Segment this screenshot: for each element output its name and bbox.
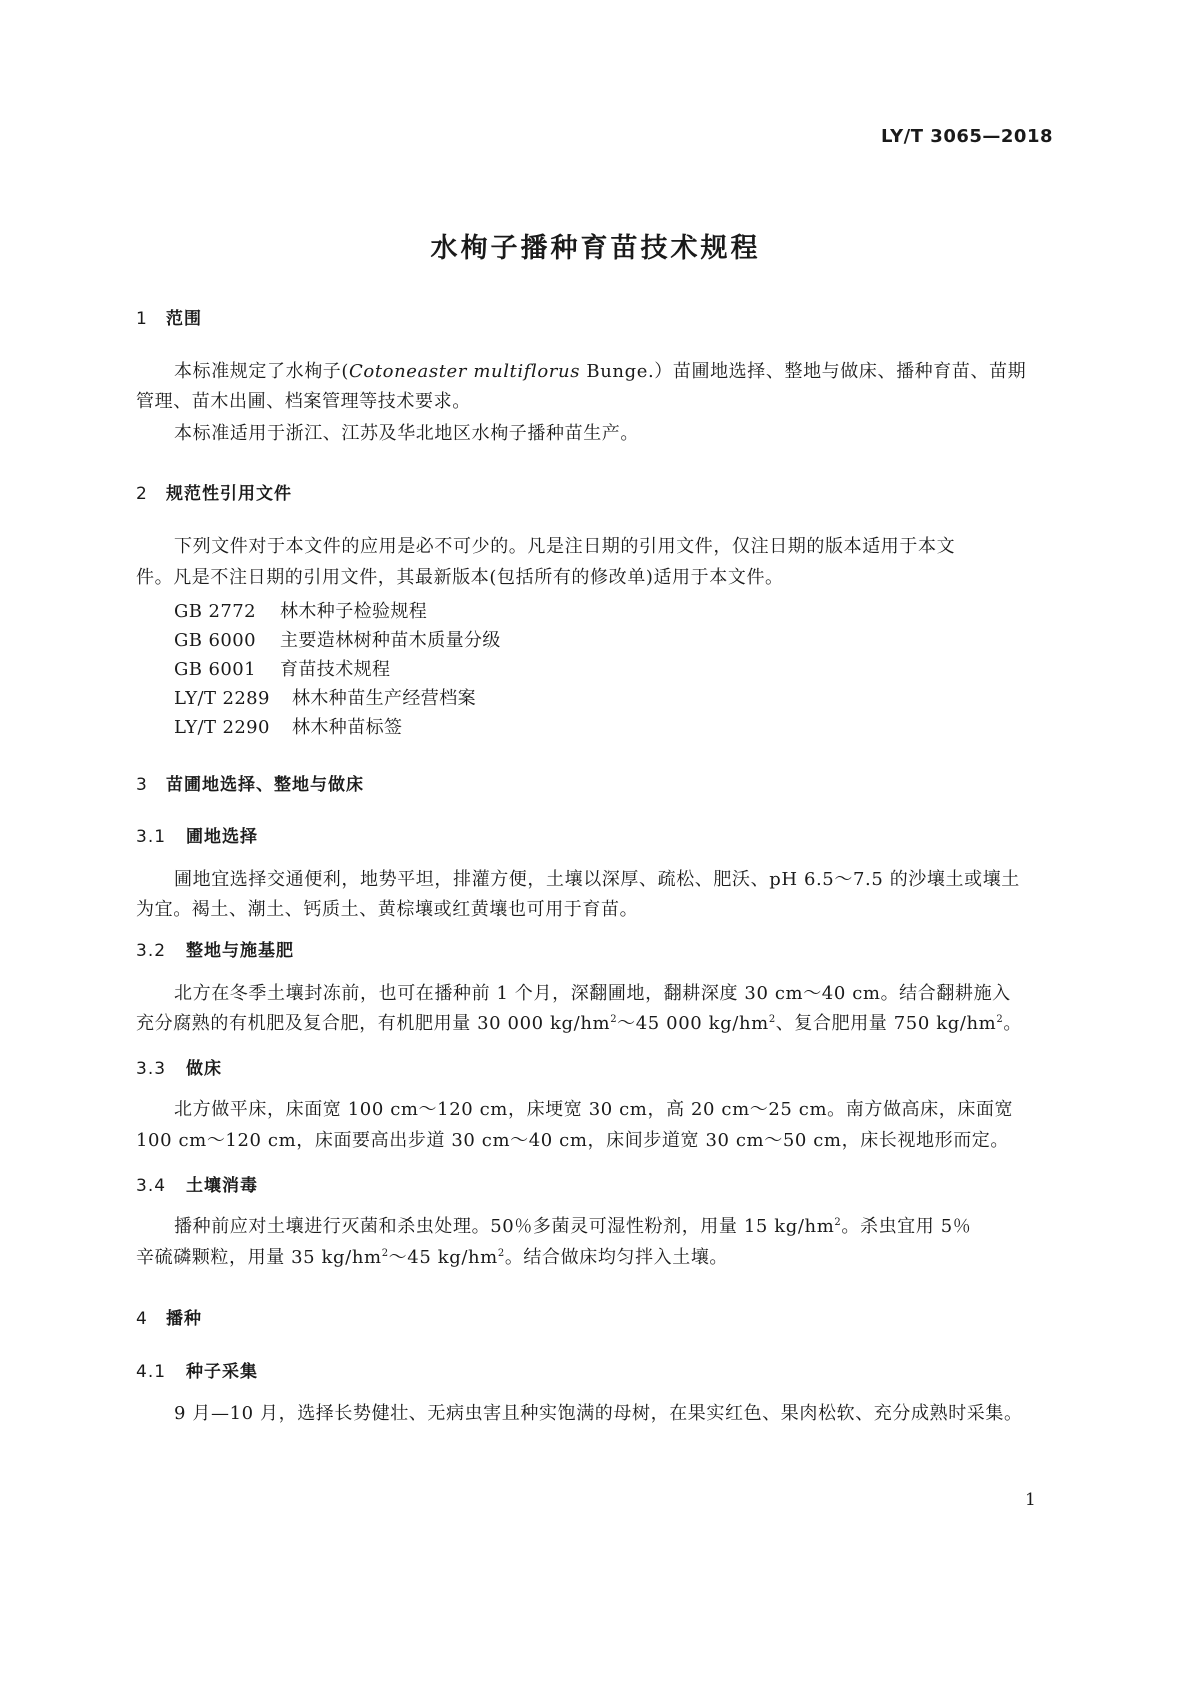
subsection-title: 土壤消毒 <box>186 1176 258 1196</box>
section-3-3-paragraph-line-2: 100 cm～120 cm，床面要高出步道 30 cm～40 cm，床间步道宽 30 cm～50 cm，床长视地形而定。 <box>136 1130 1009 1151</box>
subsection-title: 种子采集 <box>186 1362 258 1382</box>
section-3-1-paragraph-line-2: 为宜。褐土、潮土、钙质土、黄棕壤或红黄壤也可用于育苗。 <box>136 899 639 920</box>
section-2-heading <box>136 479 292 504</box>
latin-name: Cotoneaster multiflorus <box>349 361 581 382</box>
section-3-4-paragraph-line-1: 播种前应对土壤进行灭菌和杀虫处理。50％多菌灵可湿性粉剂，用量 15 $kg/hm^2$。杀虫宜用 5％ <box>174 1216 972 1237</box>
reference-title: 林木种苗生产经营档案 <box>292 688 476 709</box>
section-1-paragraph-2: 本标准适用于浙江、江苏及华北地区水栒子播种苗生产。 <box>174 423 639 444</box>
reference-item <box>174 597 427 623</box>
subsection-number: 3.2 <box>136 941 167 961</box>
section-number: 3 <box>136 775 148 795</box>
section-title: 规范性引用文件 <box>166 484 292 504</box>
reference-item <box>174 684 476 710</box>
section-1-paragraph-1-line-2: 管理、苗木出圃、档案管理等技术要求。 <box>136 391 471 412</box>
section-3-3-paragraph-line-1: 北方做平床，床面宽 100 cm～120 cm，床埂宽 30 cm，高 20 cm～25 cm。南方做高床，床面宽 <box>174 1099 1014 1120</box>
subsection-number: 4.1 <box>136 1362 167 1382</box>
reference-title: 林木种子检验规程 <box>280 601 428 622</box>
subsection-title: 圃地选择 <box>186 827 258 847</box>
section-number: 2 <box>136 484 148 504</box>
reference-title: 林木种苗标签 <box>292 717 403 738</box>
subsection-number: 3.4 <box>136 1176 167 1196</box>
reference-code: GB 2772 <box>174 601 256 622</box>
reference-item <box>174 626 501 652</box>
section-4-heading <box>136 1304 202 1329</box>
section-3-heading <box>136 770 364 795</box>
document-title: 水栒子播种育苗技术规程 <box>430 233 761 264</box>
section-title: 范围 <box>166 309 202 329</box>
subsection-title: 做床 <box>186 1059 222 1079</box>
section-4-1-heading <box>136 1357 258 1382</box>
section-1-heading <box>136 304 202 329</box>
reference-item <box>174 655 390 681</box>
section-4-1-paragraph-line-1: 9 月—10 月，选择长势健壮、无病虫害且种实饱满的母树，在果实红色、果肉松软、充分成熟时采集。 <box>174 1403 1023 1424</box>
page-number: 1 <box>1025 1490 1036 1510</box>
section-2-paragraph-line-1: 下列文件对于本文件的应用是必不可少的。凡是注日期的引用文件，仅注日期的版本适用于本文 <box>174 536 956 557</box>
section-title: 播种 <box>166 1309 202 1329</box>
subsection-number: 3.3 <box>136 1059 167 1079</box>
section-number: 1 <box>136 309 148 329</box>
reference-title: 主要造林树种苗木质量分级 <box>280 630 501 651</box>
reference-code: GB 6001 <box>174 659 256 680</box>
reference-item <box>174 713 402 739</box>
subsection-number: 3.1 <box>136 827 167 847</box>
section-3-2-heading <box>136 936 294 961</box>
standard-code: LY/T 3065—2018 <box>880 126 1053 147</box>
section-3-4-paragraph-line-2: 辛硫磷颗粒，用量 35 $kg/hm^2\sim 45$ $kg/hm^2$。结合做床均匀拌入土壤。 <box>136 1247 729 1268</box>
reference-code: LY/T 2289 <box>174 688 270 709</box>
section-3-2-paragraph-line-2: 充分腐熟的有机肥及复合肥，有机肥用量 30 000 $kg/hm^2\sim 45$ 000 $kg/hm^2$、复合肥用量 750 $kg/hm^2$。 <box>136 1013 1022 1034</box>
section-3-3-heading <box>136 1054 222 1079</box>
section-3-2-paragraph-line-1: 北方在冬季土壤封冻前，也可在播种前 1 个月，深翻圃地，翻耕深度 30 cm～40 cm。结合翻耕施入 <box>174 983 1011 1004</box>
section-2-paragraph-line-2: 件。凡是不注日期的引用文件，其最新版本(包括所有的修改单)适用于本文件。 <box>136 567 784 588</box>
reference-code: LY/T 2290 <box>174 717 270 738</box>
section-3-1-paragraph-line-1: 圃地宜选择交通便利，地势平坦，排灌方便，土壤以深厚、疏松、肥沃、pH 6.5～7.5 的沙壤土或壤土 <box>174 869 1020 890</box>
section-3-4-heading <box>136 1171 258 1196</box>
section-1-paragraph-1-line-1: 本标准规定了水栒子(Cotoneaster multiflorus Bunge.）苗圃地选择、整地与做床、播种育苗、苗期 <box>174 361 1027 382</box>
section-title: 苗圃地选择、整地与做床 <box>166 775 364 795</box>
reference-title: 育苗技术规程 <box>280 659 391 680</box>
subsection-title: 整地与施基肥 <box>186 941 294 961</box>
section-number: 4 <box>136 1309 148 1329</box>
section-3-1-heading <box>136 822 258 847</box>
reference-code: GB 6000 <box>174 630 256 651</box>
